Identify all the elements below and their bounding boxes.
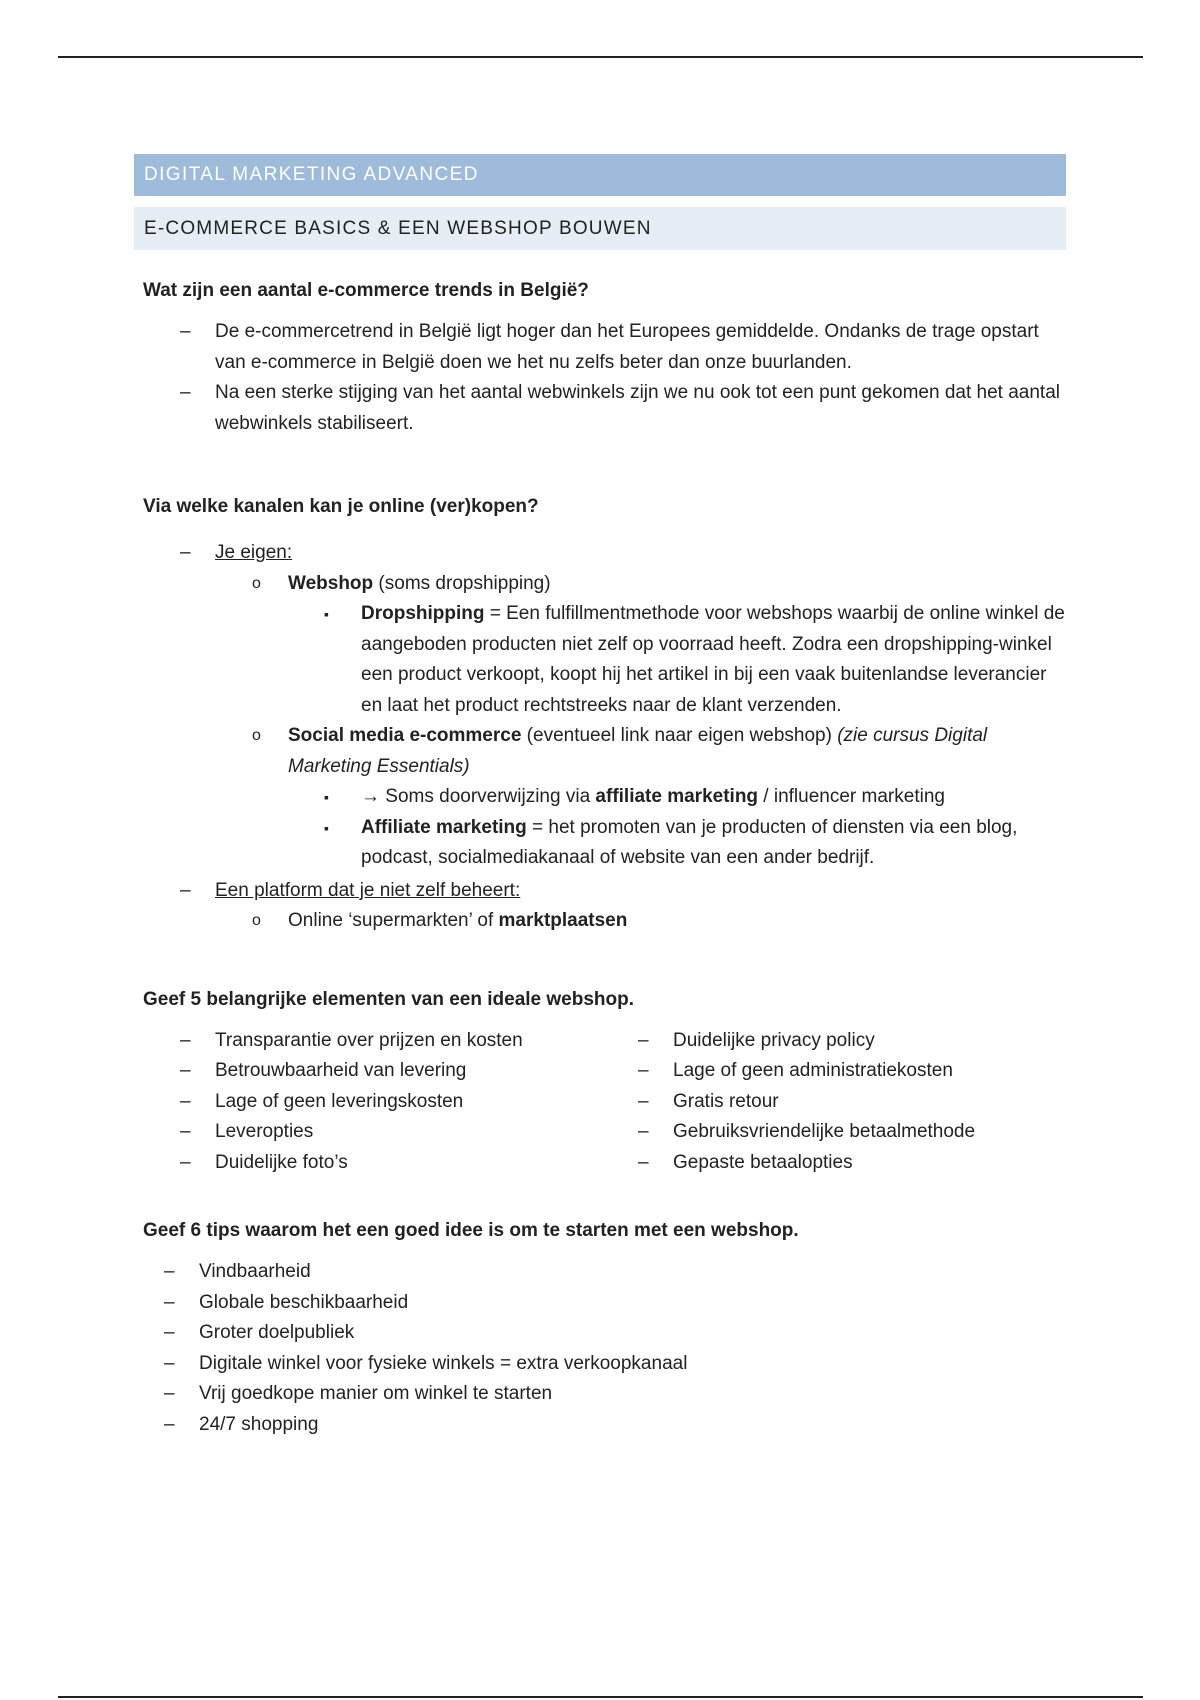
document-page — [134, 154, 1066, 1440]
trends-list — [134, 317, 1066, 439]
list-item: – Gepaste betaalopties — [638, 1151, 853, 1173]
bottom-rule — [58, 1696, 1143, 1698]
list-item-redirect: ▪ → Soms doorverwijzing via affiliate marketing / influencer marketing — [324, 786, 945, 807]
list-item: – Groter doelpubliek — [164, 1322, 355, 1343]
elements-left-list — [134, 1026, 592, 1179]
list-item: – Gebruiksvriendelijke betaalmethode — [638, 1121, 976, 1142]
list-item: – Gratis retour — [638, 1090, 779, 1112]
list-item: – Lage of geen administratiekosten — [638, 1060, 953, 1081]
list-item-social: o Social media e-commerce (eventueel link naar eigen webshop) (zie cursus Digital Marketing Essentials) — [252, 725, 988, 777]
question-elements: Geef 5 belangrijke elementen van een ideale webshop. — [143, 988, 635, 1010]
list-item: – Globale beschikbaarheid — [164, 1291, 409, 1313]
list-item: – Leveropties — [180, 1121, 314, 1142]
list-item: – Vindbaarheid — [164, 1261, 311, 1282]
question-tips: Geef 6 tips waarom het een goed idee is om te starten met een webshop. — [143, 1220, 799, 1241]
top-rule — [58, 56, 1143, 58]
list-item: – Vrij goedkope manier om winkel te starten — [164, 1383, 553, 1404]
list-item-own: – Je eigen: — [180, 542, 293, 563]
channels-list — [134, 538, 1066, 937]
elements-right-list — [592, 1026, 1050, 1179]
question-trends: Wat zijn een aantal e-commerce trends in België? — [143, 280, 589, 301]
course-title-banner: DIGITAL MARKETING ADVANCED — [134, 154, 1066, 196]
list-item-affiliate: ▪ Affiliate marketing = het promoten van je producten of diensten via een blog, podcast, socialmediakanaal of website van een ander bedrijf. — [324, 816, 1018, 868]
list-item-webshop: o Webshop (soms dropshipping) — [252, 572, 551, 594]
list-item: – Duidelijke privacy policy — [638, 1029, 875, 1051]
list-item: – Betrouwbaarheid van levering — [180, 1060, 467, 1081]
chapter-title-banner: E-COMMERCE BASICS & EEN WEBSHOP BOUWEN — [134, 207, 1066, 250]
question-channels: Via welke kanalen kan je online (ver)kopen? — [143, 496, 539, 517]
list-item: – Digitale winkel voor fysieke winkels = extra verkoopkanaal — [164, 1352, 688, 1374]
list-item: – Lage of geen leveringskosten — [180, 1090, 464, 1112]
list-item-marketplaces: o Online ‘supermarkten’ of marktplaatsen — [252, 910, 628, 931]
list-item: – 24/7 shopping — [164, 1413, 319, 1435]
list-item: – Transparantie over prijzen en kosten — [180, 1029, 523, 1051]
list-item-dropshipping: ▪ Dropshipping = Een fulfillmentmethode voor webshops waarbij de online winkel de aangeboden producten niet zelf op voorraad heeft. Zodra een dropshipping-winkel een product verkoopt, koopt hij het artikel in bij een vaak buitenlandse leverancier en laat het product rechtstreeks naar de klant verzenden. — [324, 603, 1065, 716]
tips-list — [134, 1257, 1066, 1440]
list-item: – Duidelijke foto’s — [180, 1151, 348, 1173]
list-item: – De e-commercetrend in België ligt hoger dan het Europees gemiddelde. Ondanks de trage opstart van e-commerce in België doen we het nu zelfs beter dan onze buurlanden. — [180, 321, 1039, 373]
list-item: – Na een sterke stijging van het aantal webwinkels zijn we nu ook tot een punt gekomen dat het aantal webwinkels stabiliseert. — [180, 382, 1060, 434]
list-item-platform: – Een platform dat je niet zelf beheert: — [180, 879, 521, 901]
elements-columns — [134, 1026, 1066, 1179]
